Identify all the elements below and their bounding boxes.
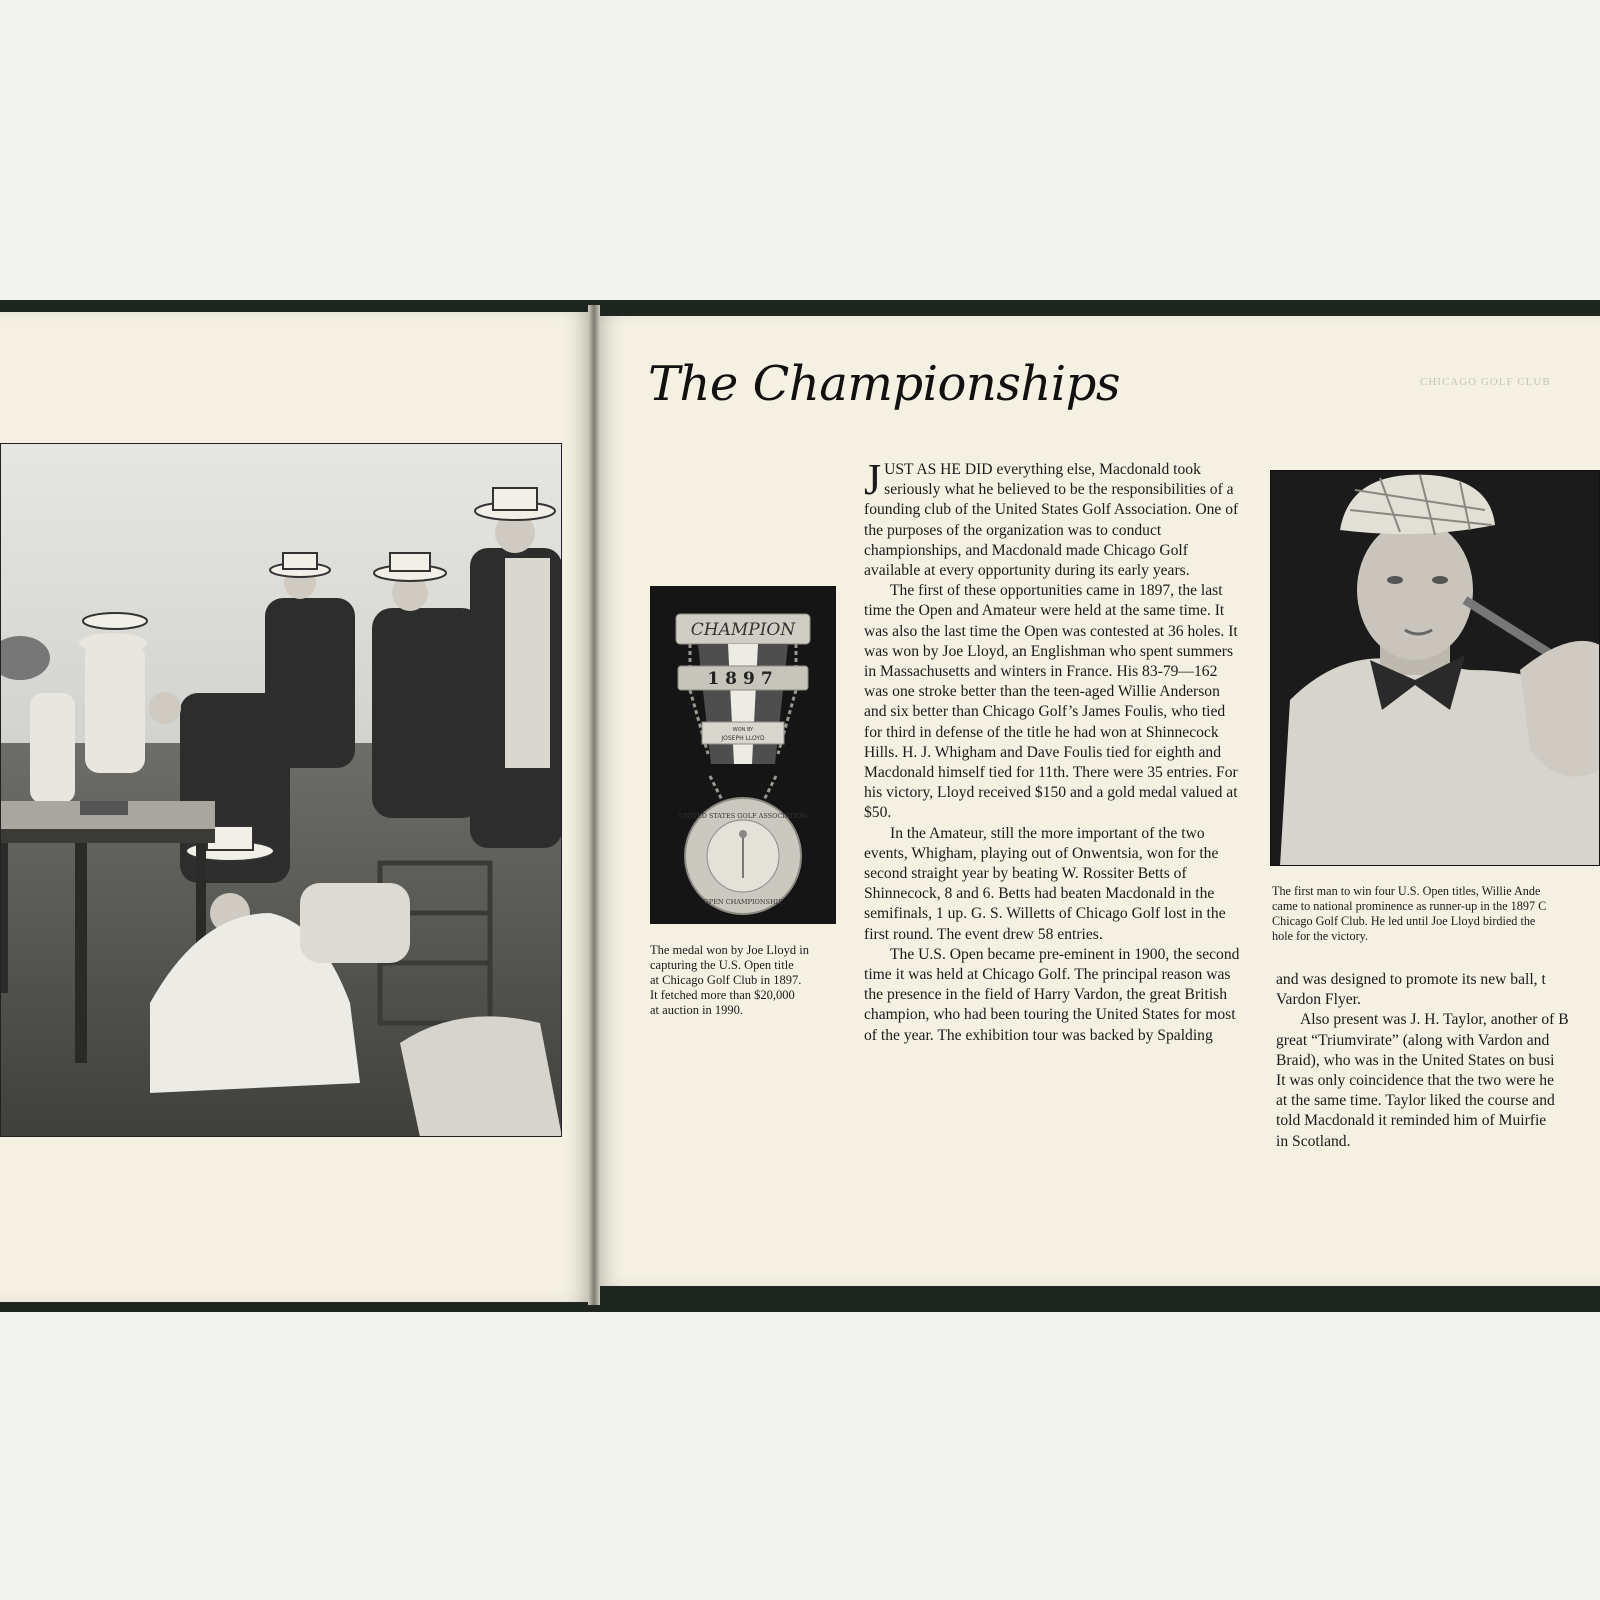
caption-line: It fetched more than $20,000 — [650, 988, 795, 1002]
spectators-photo — [0, 443, 562, 1137]
caption-line: The medal won by Joe Lloyd in — [650, 943, 809, 957]
paragraph-1 — [864, 455, 1240, 581]
medal-won-by: WON BY — [732, 727, 754, 733]
portrait-photo — [1270, 470, 1600, 866]
caption-line: hole for the victory. — [1272, 929, 1368, 943]
medal-ring-bottom: OPEN CHAMPIONSHIP — [703, 898, 783, 906]
portrait-caption — [1272, 884, 1600, 944]
article-column — [864, 455, 1240, 1046]
drop-cap: J — [864, 455, 882, 504]
paragraph-4: The U.S. Open became pre-eminent in 1900, the second time it was held at Chicago Golf. The principal reason was the presence in the field of Harry Vardon, the great British champion, who had been touring the United States for most of the year. The exhibition tour was backed by Spalding — [864, 945, 1240, 1044]
continuation-line: in Scotland. — [1276, 1132, 1351, 1150]
lead-in-smallcaps: UST AS HE DID — [884, 461, 993, 478]
continuation-line: Vardon Flyer. — [1276, 991, 1361, 1009]
continuation-line: It was only coincidence that the two were he — [1276, 1072, 1554, 1090]
medal-photo — [650, 586, 836, 924]
paragraph-3: In the Amateur, still the more important of the two events, Whigham, playing out of Onwentsia, won for the second straight year by beating W. Rossiter Betts of Shinnecock, 8 and 6. Betts had beaten Macdonald in the semifinals, 1 up. G. S. Willetts of Chicago Golf lost in the first round. The event drew 58 entries. — [864, 824, 1226, 943]
paragraph-1-text: everything else, Macdonald took seriously what he believed to be the responsibilities of a founding club of the United States Golf Association. One of the purposes of the organization was to conduct championships, and Macdonald made Chicago Golf available at every opportunity during its early years. — [864, 461, 1239, 580]
medal-caption — [650, 943, 840, 1018]
book-gutter — [588, 305, 600, 1305]
continuation-line: at the same time. Taylor liked the course and — [1276, 1092, 1555, 1110]
medal-top-bar-text: CHAMPION — [690, 620, 796, 640]
caption-line: Chicago Golf Club. He led until Joe Lloyd birdied the — [1272, 914, 1536, 928]
continuation-line: great “Triumvirate” (along with Vardon and — [1276, 1031, 1550, 1049]
medal-ring-top: UNITED STATES GOLF ASSOCIATION — [678, 812, 808, 820]
continuation-line: Also present was J. H. Taylor, another of B — [1300, 1011, 1569, 1029]
continuation-line: told Macdonald it reminded him of Muirfie — [1276, 1112, 1547, 1130]
paragraph-2: The first of these opportunities came in 1897, the last time the Open and Amateur were held at the same time. It was also the last time the Open was contested at 36 holes. It was won by Joe Lloyd, an Englishman who spent summers in Massachusetts and winters in France. His 83-79—162 was one stroke better than the teen-aged Willie Anderson and six better than Chicago Golf’s James Foulis, who tied for third in defense of the title he had won at Shinnecock Hills. H. J. Whigham and Dave Foulis tied for eighth and Macdonald himself tied for 11th. There were 35 entries. For his victory, Lloyd received $150 and a gold medal valued at $50. — [864, 582, 1238, 822]
continuation-line: Braid), who was in the United States on busi — [1276, 1051, 1555, 1069]
ghost-running-header: CHICAGO GOLF CLUB — [1420, 376, 1551, 388]
caption-line: capturing the U.S. Open title — [650, 958, 794, 972]
caption-line: came to national prominence as runner-up in the 1897 C — [1272, 899, 1547, 913]
medal-winner-name: JOSEPH LLOYD — [721, 735, 765, 742]
caption-line: at Chicago Golf Club in 1897. — [650, 973, 802, 987]
caption-line: at auction in 1990. — [650, 1003, 744, 1017]
page-title: The Championships — [648, 356, 1121, 412]
medal-year: 1897 — [707, 669, 779, 689]
continuation-column — [1276, 970, 1596, 1152]
caption-line: The first man to win four U.S. Open titles, Willie Ande — [1272, 884, 1541, 898]
continuation-line: and was designed to promote its new ball, t — [1276, 971, 1546, 988]
